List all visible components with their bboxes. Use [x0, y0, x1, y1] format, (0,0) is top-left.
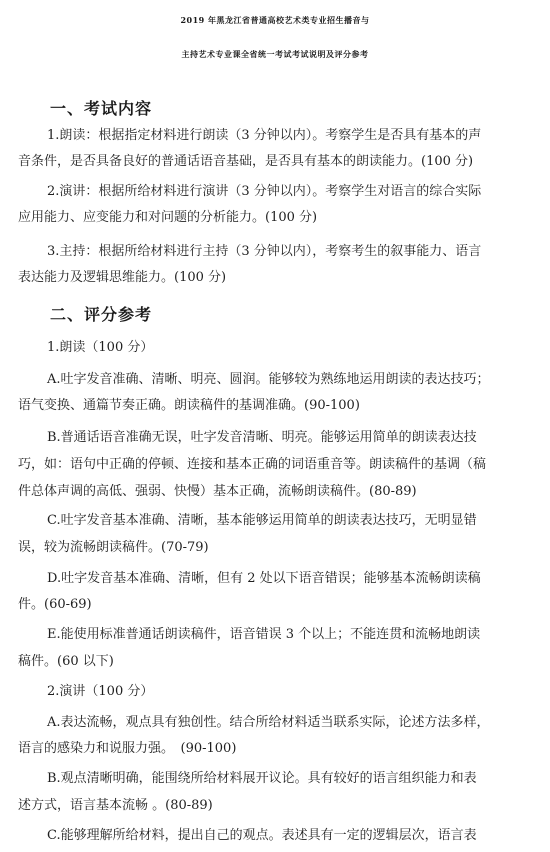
document-title-line-2: 主持艺术专业课全省统一考试考试说明及评分参考 [181, 49, 369, 59]
reading-grade-e-line-1: E.能使用标准普通话朗读稿件，语音错误 3 个以上；不能连贯和流畅地朗读 [47, 627, 481, 642]
exam-item-reading-line-1: 1.朗读：根据指定材料进行朗读（3 分钟以内）。考察学生是否具有基本的声 [47, 128, 482, 143]
section-heading-exam-content: 一、考试内容 [50, 99, 153, 118]
scoring-reading-title: 1.朗读（100 分） [47, 340, 154, 355]
exam-item-hosting-line-1: 3.主持：根据所给材料进行主持（3 分钟以内），考察考生的叙事能力、语言 [47, 244, 482, 259]
speech-grade-c-line-1: C.能够理解所给材料，提出自己的观点。表述具有一定的逻辑层次，语言表 [47, 828, 477, 843]
exam-item-speech-line-1: 2.演讲：根据所给材料进行演讲（3 分钟以内）。考察学生对语言的综合实际 [47, 184, 482, 199]
reading-grade-a-line-1: A.吐字发音准确、清晰、明亮、圆润。能够较为熟练地运用朗读的表达技巧； [47, 372, 490, 387]
reading-grade-d-line-2: 件。(60-69) [18, 597, 92, 612]
exam-item-hosting-line-2: 表达能力及逻辑思维能力。(100 分) [18, 270, 227, 285]
reading-grade-b-line-2: 巧，如：语句中正确的停顿、连接和基本正确的词语重音等。朗读稿件的基调（稿 [18, 457, 487, 472]
reading-grade-b-line-3: 件总体声调的高低、强弱、快慢）基本正确，流畅朗读稿件。(80-89) [18, 484, 417, 499]
speech-grade-b-line-1: B.观点清晰明确，能围绕所给材料展开议论。具有较好的语言组织能力和表 [47, 771, 477, 786]
section-heading-scoring: 二、评分参考 [50, 305, 153, 324]
reading-grade-a-line-2: 语气变换、通篇节奏正确。朗读稿件的基调准确。(90-100) [18, 398, 360, 413]
speech-grade-a-line-2: 语言的感染力和说服力强。 (90-100) [18, 741, 237, 756]
exam-item-reading-line-2: 音条件，是否具备良好的普通话语音基础，是否具有基本的朗读能力。(100 分) [18, 154, 474, 169]
reading-grade-e-line-2: 稿件。(60 以下) [18, 654, 114, 669]
exam-item-speech-line-2: 应用能力、应变能力和对问题的分析能力。(100 分) [18, 210, 318, 225]
speech-grade-b-line-2: 述方式，语言基本流畅 。(80-89) [18, 798, 213, 813]
scoring-speech-title: 2.演讲（100 分） [47, 684, 154, 699]
document-title-line-1: 2019 年黑龙江省普通高校艺术类专业招生播音与 [180, 15, 370, 25]
speech-grade-a-line-1: A.表达流畅，观点具有独创性。结合所给材料适当联系实际，论述方法多样， [47, 715, 490, 730]
reading-grade-d-line-1: D.吐字发音基本准确、清晰，但有 2 处以下语音错误；能够基本流畅朗读稿 [47, 571, 481, 586]
reading-grade-c-line-2: 误，较为流畅朗读稿件。(70-79) [18, 540, 209, 555]
reading-grade-c-line-1: C.吐字发音基本准确、清晰，基本能够运用简单的朗读表达技巧，无明显错 [47, 513, 477, 528]
reading-grade-b-line-1: B.普通话语音准确无误，吐字发音清晰、明亮。能够运用简单的朗读表达技 [47, 430, 477, 445]
